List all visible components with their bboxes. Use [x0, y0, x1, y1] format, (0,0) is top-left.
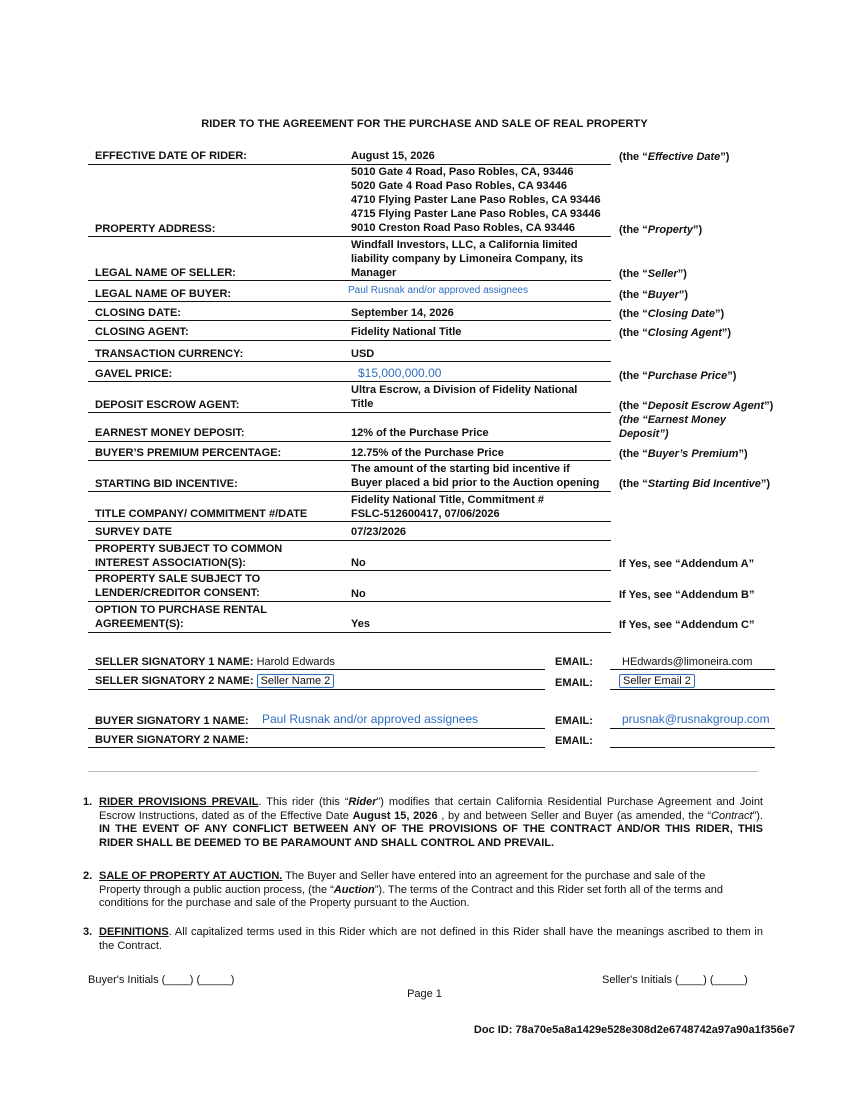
- seller-1-email[interactable]: HEdwards@limoneira.com: [622, 656, 753, 668]
- value-effective-date: August 15, 2026: [351, 150, 435, 162]
- label-currency: TRANSACTION CURRENCY:: [95, 348, 244, 360]
- provision-2: 2. SALE OF PROPERTY AT AUCTION. The Buyer and Seller have entered into an agreement for the purchase and sale of the Property through a public auction process, (the “Auction”). The terms of the Contract and this Rider set forth all of the terms and conditions for the purchase and sale of the Property pursuant to the Auction.: [83, 870, 724, 909]
- buyer-name-field[interactable]: Paul Rusnak and/or approved assignees: [348, 285, 529, 296]
- value-closing-date: September 14, 2026: [351, 307, 454, 319]
- suffix-closing-agent: (the “Closing Agent”): [619, 327, 732, 339]
- buyer-1-name-field[interactable]: Paul Rusnak and/or approved assignees: [262, 712, 479, 726]
- value-closing-agent: Fidelity National Title: [351, 326, 462, 338]
- suffix-effective-date: (the “Effective Date”): [619, 151, 730, 163]
- suffix-gavel-price: (the “Purchase Price”): [619, 370, 737, 382]
- seller-signatory-2: SELLER SIGNATORY 2 NAME: Seller Name 2: [95, 674, 334, 688]
- value-bid-incentive: The amount of the starting bid incentive if Buyer placed a bid prior to the Auction opening: [351, 463, 600, 489]
- buyer-signatory-2: BUYER SIGNATORY 2 NAME:: [95, 734, 249, 746]
- label-hoa: PROPERTY SUBJECT TO COMMON INTEREST ASSOCIATION(S):: [95, 543, 283, 569]
- seller-signatory-1: SELLER SIGNATORY 1 NAME: Harold Edwards: [95, 656, 335, 668]
- provision-1: 1. RIDER PROVISIONS PREVAIL. This rider (this “Rider”) modifies that certain California Residential Purchase Agreement and Joint Escrow Instructions, dated as of the Effective Date August 15, 2026 , by and between Seller and Buyer (as amended, the “Contract”). IN THE EVENT OF ANY CONFLICT BETWEEN ANY OF THE PROVISIONS OF THE CONTRACT AND/OR THIS RIDER, THIS RIDER SHALL BE DEEMED TO BE PARAMOUNT AND SHALL CONTROL AND PREVAIL.: [83, 796, 763, 849]
- buyer-signatory-1: BUYER SIGNATORY 1 NAME:: [95, 715, 249, 727]
- suffix-bid-incentive: (the “Starting Bid Incentive”): [619, 478, 770, 490]
- value-escrow-agent: Ultra Escrow, a Division of Fidelity National Title: [351, 384, 578, 410]
- label-survey-date: SURVEY DATE: [95, 526, 173, 538]
- suffix-property: (the “Property”): [619, 224, 703, 236]
- label-property-address: PROPERTY ADDRESS:: [95, 223, 216, 235]
- seller-name-2-field[interactable]: Seller Name 2: [257, 674, 335, 688]
- suffix-earnest-money: (the “Earnest Money Deposit”): [619, 414, 726, 440]
- label-title-company: TITLE COMPANY/ COMMITMENT #/DATE: [95, 508, 308, 520]
- seller-initials[interactable]: Seller's Initials (____) (_____): [602, 974, 748, 986]
- value-rental: Yes: [351, 618, 370, 630]
- value-survey-date: 07/23/2026: [351, 526, 407, 538]
- email-label-buyer-1: EMAIL:: [555, 715, 593, 727]
- doc-id: Doc ID: 78a70e5a8a1429e528e308d2e6748742a97a90a1f356e7: [473, 1024, 795, 1036]
- label-effective-date: EFFECTIVE DATE OF RIDER:: [95, 150, 247, 162]
- label-earnest-money: EARNEST MONEY DEPOSIT:: [95, 427, 245, 439]
- value-seller: Windfall Investors, LLC, a California limited liability company by Limoneira Company, its Manager: [351, 239, 584, 279]
- page-number: Page 1: [407, 988, 442, 1000]
- buyer-1-email-field[interactable]: prusnak@rusnakgroup.com: [622, 712, 770, 726]
- value-earnest-money: 12% of the Purchase Price: [351, 427, 489, 439]
- document-title: RIDER TO THE AGREEMENT FOR THE PURCHASE AND SALE OF REAL PROPERTY: [201, 118, 648, 130]
- value-hoa: No: [351, 557, 366, 569]
- label-closing-date: CLOSING DATE:: [95, 307, 181, 319]
- gavel-price-field[interactable]: $15,000,000.00: [358, 366, 442, 380]
- label-bid-incentive: STARTING BID INCENTIVE:: [95, 478, 238, 490]
- email-label-buyer-2: EMAIL:: [555, 735, 593, 747]
- suffix-rental: If Yes, see “Addendum C”: [619, 619, 755, 631]
- suffix-hoa: If Yes, see “Addendum A”: [619, 558, 755, 570]
- label-buyer: LEGAL NAME OF BUYER:: [95, 288, 232, 300]
- value-currency: USD: [351, 348, 375, 360]
- suffix-escrow-agent: (the “Deposit Escrow Agent”): [619, 400, 774, 412]
- label-buyers-premium: BUYER’S PREMIUM PERCENTAGE:: [95, 447, 282, 459]
- seller-2-email-wrap: [619, 674, 695, 688]
- value-buyers-premium: 12.75% of the Purchase Price: [351, 447, 504, 459]
- label-closing-agent: CLOSING AGENT:: [95, 326, 189, 338]
- seller-email-2-field[interactable]: Seller Email 2: [619, 674, 695, 688]
- section-divider: [88, 771, 758, 772]
- buyer-initials[interactable]: Buyer's Initials (____) (_____): [88, 974, 235, 986]
- label-gavel-price: GAVEL PRICE:: [95, 368, 173, 380]
- suffix-buyers-premium: (the “Buyer’s Premium”): [619, 448, 748, 460]
- value-title-company: Fidelity National Title, Commitment # FSLC-512600417, 07/06/2026: [351, 494, 544, 520]
- email-label-seller-2: EMAIL:: [555, 677, 593, 689]
- value-property-address: 5010 Gate 4 Road, Paso Robles, CA, 93446 5020 Gate 4 Road Paso Robles, CA 93446 4710 Flying Paster Lane Paso Robles, CA 93446 4715 Flying Paster Lane Paso Robles, CA 93446 9010 Creston Road Paso Robles, CA 93446: [351, 166, 601, 234]
- value-lender: No: [351, 588, 366, 600]
- suffix-buyer: (the “Buyer”): [619, 289, 689, 301]
- label-escrow-agent: DEPOSIT ESCROW AGENT:: [95, 399, 240, 411]
- suffix-closing-date: (the “Closing Date”): [619, 308, 725, 320]
- suffix-seller: (the “Seller”): [619, 268, 687, 280]
- provision-3: 3. DEFINITIONS. All capitalized terms used in this Rider which are not defined in this Rider shall have the meanings ascribed to them in the Contract.: [83, 926, 763, 952]
- email-label-seller-1: EMAIL:: [555, 656, 593, 668]
- label-seller: LEGAL NAME OF SELLER:: [95, 267, 236, 279]
- label-rental: OPTION TO PURCHASE RENTAL AGREEMENT(S):: [95, 604, 267, 630]
- suffix-lender: If Yes, see “Addendum B”: [619, 589, 755, 601]
- label-lender: PROPERTY SALE SUBJECT TO LENDER/CREDITOR CONSENT:: [95, 573, 261, 599]
